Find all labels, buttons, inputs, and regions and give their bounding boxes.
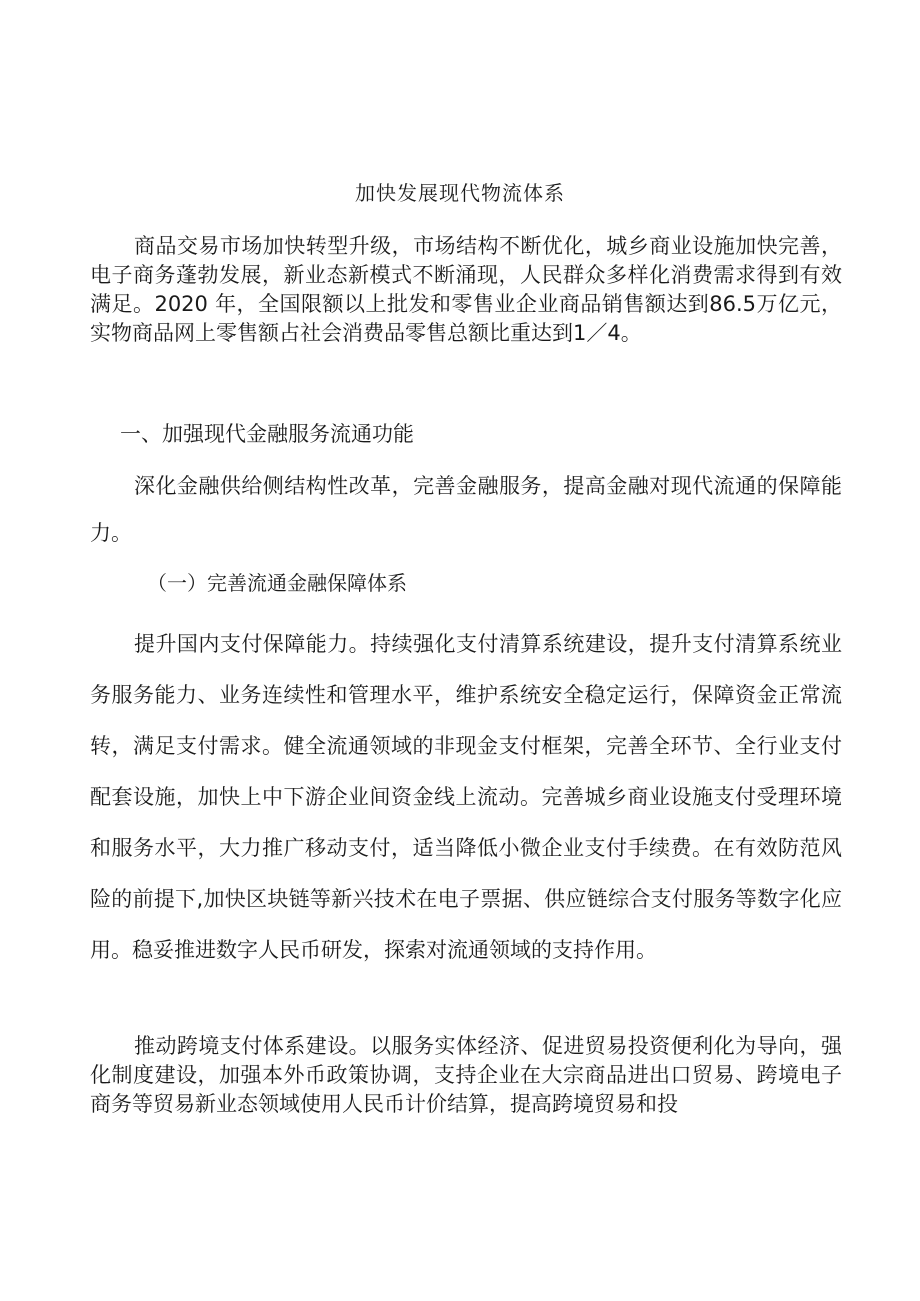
subsection-heading: （一）完善流通金融保障体系	[147, 571, 407, 595]
section-paragraph: 深化金融供给侧结构性改革，完善金融服务，提高金融对现代流通的保障能力。	[90, 474, 842, 545]
subsection-paragraph-payment: 提升国内支付保障能力。持续强化支付清算系统建设，提升支付清算系统业务服务能力、业务连续性和管理水平，维护系统安全稳定运行，保障资金正常流转，满足支付需求。健全流通领域的非现金支付框架，完善全环节、全行业支付配套设施，加快上中下游企业间资金线上流动。完善城乡商业设施支付受理环境和服务水平，大力推广移动支付，适当降低小微企业支付手续费。在有效防范风险的前提下,加快区块链等新兴技术在电子票据、供应链综合支付服务等数字化应用。稳妥推进数字人民币研发，探索对流通领域的支持作用。	[90, 632, 842, 962]
section-heading: 一、加强现代金融服务流通功能	[120, 422, 414, 446]
subsection-paragraph-cross-border: 推动跨境支付体系建设。以服务实体经济、促进贸易投资便利化为导向，强化制度建设，加强本外币政策协调，支持企业在大宗商品进出口贸易、跨境电子商务等贸易新业态领域使用人民币计价结算，提高跨境贸易和投	[90, 1034, 842, 1116]
intro-paragraph: 商品交易市场加快转型升级，市场结构不断优化，城乡商业设施加快完善，电子商务蓬勃发展，新业态新模式不断涌现，人民群众多样化消费需求得到有效满足。2020 年，全国限额以上批发和零售业企业商品销售额达到86.5万亿元，实物商品网上零售额占社会消费品零售总额比重达到1／4。	[90, 234, 842, 345]
document-title: 加快发展现代物流体系	[355, 181, 565, 205]
